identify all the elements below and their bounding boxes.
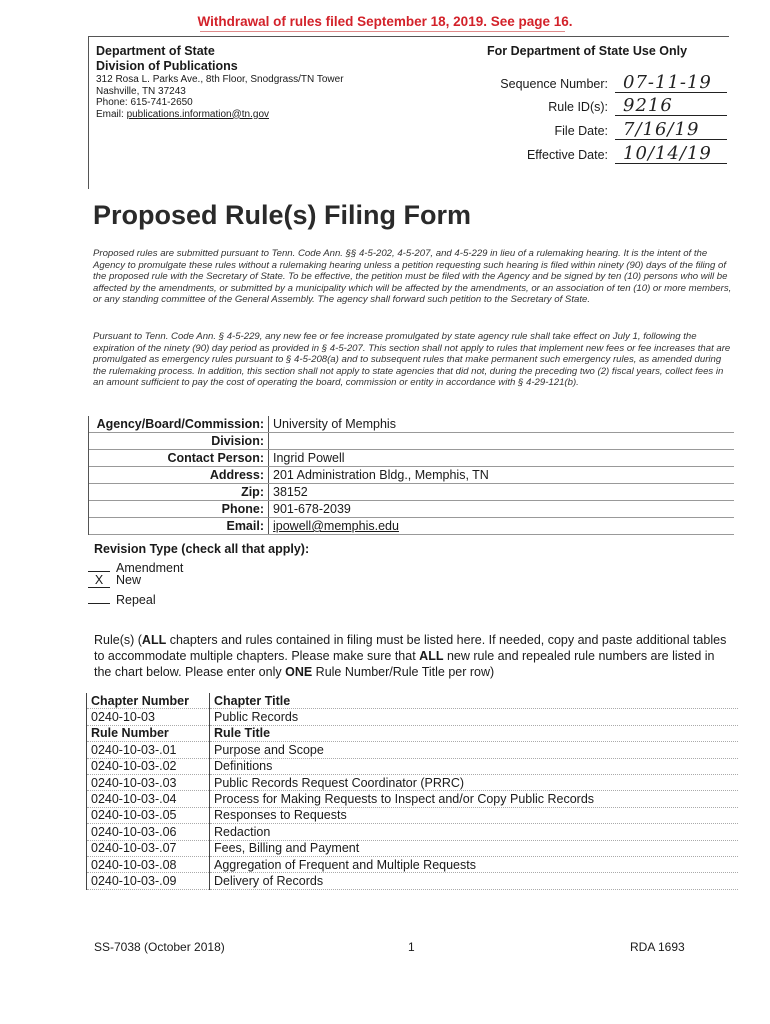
- withdrawal-notice: Withdrawal of rules filed September 18, 2019. See page 16.: [197, 14, 573, 29]
- department-address-block: [96, 74, 344, 120]
- page-number: 1: [408, 940, 415, 954]
- effective-date-value: 10/14/19: [623, 143, 712, 164]
- agency-value: 901-678-2039: [269, 501, 735, 518]
- rules-bold: ALL: [141, 633, 167, 647]
- withdrawal-underline: [200, 31, 565, 32]
- agency-label: Agency/Board/Commission:: [88, 416, 269, 433]
- sequence-value: 07-11-19: [623, 72, 712, 93]
- agency-label: Email:: [88, 518, 269, 535]
- revision-checkbox[interactable]: [88, 557, 110, 572]
- agency-value: University of Memphis: [269, 416, 735, 433]
- rule-title: Redaction: [210, 824, 739, 840]
- agency-label: Address:: [88, 467, 269, 484]
- chapter-title-header: Chapter Title: [210, 693, 739, 709]
- agency-value[interactable]: ipowell@memphis.edu: [269, 518, 735, 535]
- rules-bold: ALL: [419, 649, 444, 663]
- rda-number: RDA 1693: [630, 940, 685, 954]
- revision-label: Repeal: [116, 593, 156, 607]
- department-city: Nashville, TN 37243: [96, 85, 186, 97]
- intro-paragraph: Proposed rules are submitted pursuant to Tenn. Code Ann. §§ 4-5-202, 4-5-207, and 4-5-229 in lieu of a rulemaking hearing. It is the intent of the Agency to promulgate these rules without a rulemaking hearing unless a petition requesting such hearing is filed within ninety (90) days of the filing of the proposed rule with the Secretary of State. To be effective, the petition must be filed with the Agency and be signed by ten (10) persons who will be affected by the amendments, or submitted by a municipality which will be affected by the amendments, or an association of ten (10) or more members, or any standing committee of the General Assembly. The agency shall forward such petition to the Secretary of State.: [93, 248, 732, 306]
- rule-number: 0240-10-03-.07: [87, 840, 210, 856]
- rule-title: Definitions: [210, 758, 739, 774]
- rule-title: Public Records Request Coordinator (PRRC): [210, 774, 739, 790]
- agency-row: [88, 518, 734, 535]
- agency-value: [269, 433, 735, 450]
- rule-id-field: [615, 93, 727, 116]
- rule-title: Process for Making Requests to Inspect and/or Copy Public Records: [210, 791, 739, 807]
- sequence-label: Sequence Number:: [500, 77, 608, 91]
- effective-date-label: Effective Date:: [526, 148, 608, 162]
- department-street: 312 Rosa L. Parks Ave., 8th Floor, Snodgrass/TN Tower: [96, 74, 344, 85]
- agency-row: [88, 467, 734, 484]
- rule-row: [87, 742, 739, 758]
- rule-title: Purpose and Scope: [210, 742, 739, 758]
- revision-checkbox[interactable]: X: [88, 573, 110, 588]
- department-line2: Division of Publications: [96, 59, 238, 73]
- department-phone: Phone: 615-741-2650: [96, 97, 193, 108]
- agency-value: 201 Administration Bldg., Memphis, TN: [269, 467, 735, 484]
- state-use-heading: For Department of State Use Only: [487, 44, 688, 58]
- revision-checkbox[interactable]: [88, 589, 110, 604]
- agency-label: Division:: [88, 433, 269, 450]
- agency-value: 38152: [269, 484, 735, 501]
- agency-value: Ingrid Powell: [269, 450, 735, 467]
- chapter-header-row: [87, 693, 739, 709]
- department-email-link[interactable]: publications.information@tn.gov: [126, 108, 270, 120]
- rule-id-label: Rule ID(s):: [548, 100, 608, 114]
- email-label: Email:: [96, 108, 127, 120]
- department-heading: [96, 44, 238, 74]
- form-title: Proposed Rule(s) Filing Form: [93, 200, 472, 230]
- fee-paragraph: Pursuant to Tenn. Code Ann. § 4-5-229, any new fee or fee increase promulgated by state agency rule shall take effect on July 1, following the expiration of the ninety (90) day period as provided in § 4-5-207. This section shall not apply to rules that implement new fees or fee increases that are promulgated as emergency rules pursuant to § 4-5-208(a) and to subsequent rules that make permanent such emergency rules, as amended during the rulemaking process. In addition, this section shall not apply to state agencies that did not, during the preceding two (2) fiscal years, collect fees in an amount sufficient to pay the cost of operating the board, commission or entity in accordance with § 4-29-121(b).: [93, 331, 731, 389]
- agency-label: Phone:: [88, 501, 269, 518]
- rule-number: 0240-10-03-.06: [87, 824, 210, 840]
- rule-title: Delivery of Records: [210, 873, 739, 889]
- agency-info-table: [88, 416, 734, 535]
- rule-row: [87, 758, 739, 774]
- rules-text: new rule and repealed rule numbers are listed in the chart below. Please enter only: [94, 649, 715, 679]
- sequence-field: [615, 70, 727, 93]
- revision-label: Amendment: [116, 561, 184, 575]
- agency-row: [88, 501, 734, 518]
- rule-row: [87, 873, 739, 889]
- chapter-row: [87, 709, 739, 725]
- rules-text: chapters and rules contained in filing must be listed here. If needed, copy and paste additional tables to accommodate multiple chapters. Please make sure that: [94, 633, 727, 663]
- revision-item-repeal[interactable]: [88, 589, 156, 607]
- form-id: SS-7038 (October 2018): [94, 940, 225, 954]
- rule-title: Responses to Requests: [210, 807, 739, 823]
- rule-row: [87, 824, 739, 840]
- rule-row: [87, 840, 739, 856]
- rule-number: 0240-10-03-.08: [87, 856, 210, 872]
- rule-title: Aggregation of Frequent and Multiple Requests: [210, 856, 739, 872]
- rule-row: [87, 856, 739, 872]
- rule-number: 0240-10-03-.03: [87, 774, 210, 790]
- rule-row: [87, 774, 739, 790]
- file-date-value: 7/16/19: [623, 119, 700, 140]
- revision-item-new[interactable]: [88, 573, 141, 588]
- rule-row: [87, 791, 739, 807]
- chapter-table: [86, 693, 738, 890]
- rule-number: 0240-10-03-.04: [87, 791, 210, 807]
- chapter-number: 0240-10-03: [87, 709, 210, 725]
- rule-title: Fees, Billing and Payment: [210, 840, 739, 856]
- rule-number: 0240-10-03-.02: [87, 758, 210, 774]
- agency-row: [88, 433, 734, 450]
- rule-number: 0240-10-03-.09: [87, 873, 210, 889]
- effective-date-field: [615, 141, 727, 164]
- department-email-line: [96, 109, 344, 121]
- rule-header-row: [87, 725, 739, 741]
- department-line1: Department of State: [96, 44, 215, 58]
- rule-number-header: Rule Number: [87, 725, 210, 741]
- chapter-number-header: Chapter Number: [87, 693, 210, 709]
- rule-title-header: Rule Title: [210, 725, 739, 741]
- revision-label: New: [116, 573, 142, 587]
- agency-row: [88, 484, 734, 501]
- revision-heading: Revision Type (check all that apply):: [94, 542, 310, 556]
- agency-row: [88, 450, 734, 467]
- rules-text: Rule(s) (: [94, 633, 142, 647]
- rule-number: 0240-10-03-.01: [87, 742, 210, 758]
- chapter-title: Public Records: [210, 709, 739, 725]
- rules-instructions: [94, 632, 734, 680]
- agency-row: [88, 416, 734, 433]
- rules-text: Rule Number/Rule Title per row): [312, 665, 495, 679]
- rule-id-value: 9216: [623, 95, 673, 116]
- rule-number: 0240-10-03-.05: [87, 807, 210, 823]
- agency-label: Zip:: [88, 484, 269, 501]
- rule-row: [87, 807, 739, 823]
- agency-frame: [88, 416, 89, 535]
- agency-label: Contact Person:: [88, 450, 269, 467]
- rules-bold: ONE: [285, 665, 313, 679]
- file-date-field: [615, 117, 727, 140]
- file-date-label: File Date:: [554, 124, 608, 138]
